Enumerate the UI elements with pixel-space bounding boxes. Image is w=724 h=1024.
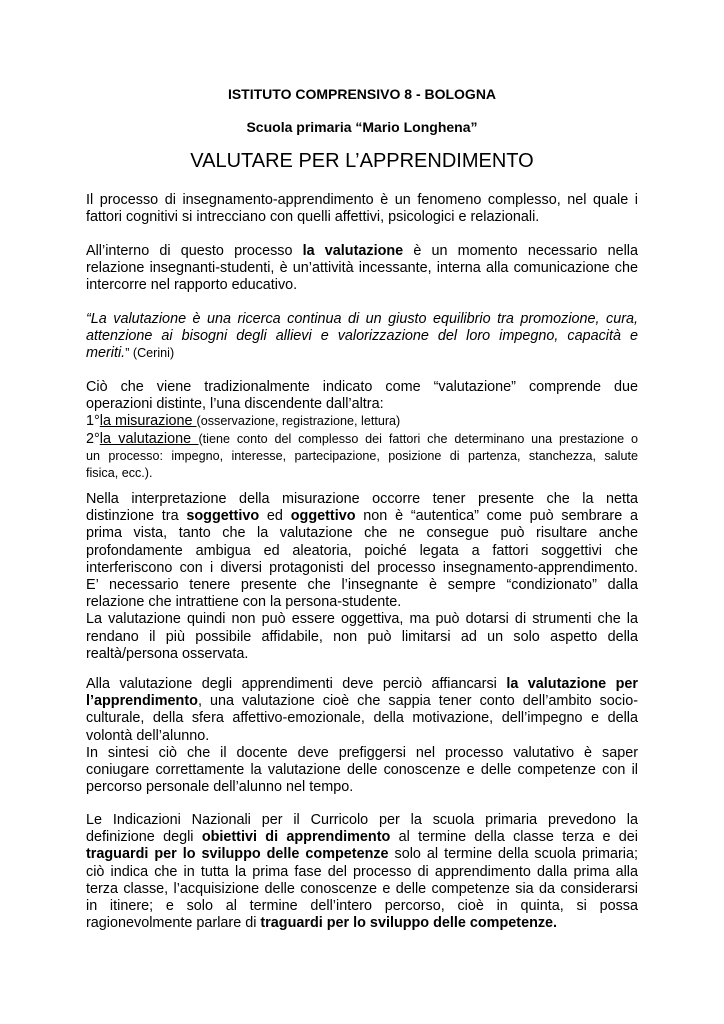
text-line: meriti.” (Cerini): [86, 345, 175, 362]
page-title: VALUTARE PER L’APPRENDIMENTO: [190, 150, 534, 172]
text-line: In sintesi ciò che il docente deve prefiggersi nel processo valutativo è saper: [86, 744, 638, 761]
text-line: coniugare correttamente la valutazione delle conoscenze e delle competenze con il: [86, 762, 638, 779]
text-line: “La valutazione è una ricerca continua di un giusto equilibrio tra promozione, cura,: [86, 311, 638, 327]
institute-heading: ISTITUTO COMPRENSIVO 8 - BOLOGNA: [227, 86, 497, 102]
text-line: l’apprendimento, una valutazione cioè che sappia tener conto dell’ambito socio-: [86, 693, 638, 710]
quote-cerini: [86, 311, 638, 363]
school-heading: Scuola primaria “Mario Longhena”: [246, 119, 478, 135]
text-line: in itinere; e solo al termine dell’intero percorso, cioè in quinta, si possa: [86, 898, 638, 915]
text-line: distinzione tra soggettivo ed oggettivo non è “autentica” come può sembrare a: [86, 508, 638, 525]
paragraph-misurazione: [86, 491, 638, 663]
text-line: Le Indicazioni Nazionali per il Curricolo per la scuola primaria prevedono la: [86, 812, 638, 828]
text-line: interferiscono con i diversi protagonisti del processo insegnamento-apprendimento.: [86, 559, 638, 576]
paragraph-operazioni: [86, 379, 638, 482]
text-line: Il processo di insegnamento-apprendimento è un fenomeno complesso, nel quale i: [86, 192, 638, 208]
text-line: attenzione ai bisogni degli allievi e valorizzazione del loro impegno, capacità e: [86, 328, 638, 345]
text-line: relazione che intrattiene con la persona-studente.: [86, 594, 402, 611]
text-line: definizione degli obiettivi di apprendimento al termine della classe terza e dei: [86, 829, 638, 846]
text-line: traguardi per lo sviluppo delle competenze solo al termine della scuola primaria;: [86, 846, 638, 863]
text-line: fisica, ecc.).: [86, 466, 153, 481]
paragraph-intro: [86, 192, 638, 226]
text-line: terza classe, l’acquisizione delle conoscenze e delle competenze sia da considerarsi: [86, 880, 638, 897]
text-line: La valutazione quindi non può essere oggettiva, ma può dotarsi di strumenti che la: [86, 611, 638, 628]
text-line: fattori cognitivi si intrecciano con quelli affettivi, psicologici e relazionali.: [86, 209, 540, 226]
text-line: Alla valutazione degli apprendimenti deve perciò affiancarsi la valutazione per: [86, 676, 639, 692]
text-line: Nella interpretazione della misurazione occorre tener presente che la netta: [86, 491, 638, 507]
list-item: 2°la valutazione (tiene conto del complesso dei fattori che determinano una prestazione o: [86, 430, 638, 447]
paragraph-valutazione: [86, 243, 638, 295]
text-line: relazione insegnanti-studenti, è un’attività incessante, interna alla comunicazione che: [86, 260, 638, 277]
paragraph-per-apprendimento: [86, 676, 638, 796]
text-line: prima vista, tanto che la valutazione che ne consegue può risultare anche: [86, 525, 638, 542]
text-line: Ciò che viene tradizionalmente indicato come “valutazione” comprende due: [86, 379, 638, 395]
text-line: E’ necessario tenere presente che l’insegnante è sempre “condizionato” dalla: [86, 577, 638, 594]
paragraph-indicazioni: [86, 812, 638, 932]
text-line: ragionevolmente parlare di traguardi per lo sviluppo delle competenze.: [86, 915, 558, 932]
text-line: operazioni distinte, l’una discendente dall’altra:: [86, 396, 384, 413]
text-line: volontà dell’alunno.: [86, 727, 210, 744]
text-line: un processo: impegno, interesse, partecipazione, posizione di partenza, stanchezza, salute: [86, 448, 638, 463]
text-line: culturale, della sfera affettivo-emozionale, della motivazione, dell’impegno e della: [86, 710, 638, 727]
text-line: realtà/persona osservata.: [86, 645, 249, 662]
text-line: ciò indica che in tutta la prima fase del processo di apprendimento dalla prima alla: [86, 863, 638, 880]
text-line: All’interno di questo processo la valutazione è un momento necessario nella: [86, 243, 638, 259]
text-line: rendano il più possibile affidabile, non può limitarsi ad un solo aspetto della: [86, 628, 638, 645]
list-item: 1°la misurazione (osservazione, registrazione, lettura): [86, 413, 401, 430]
text-line: profondamente ambigua ed aleatoria, poiché legata a fattori soggettivi che: [86, 542, 638, 559]
text-line: intercorre nel rapporto educativo.: [86, 277, 298, 294]
text-line: percorso personale dell’alunno nel tempo.: [86, 779, 354, 796]
